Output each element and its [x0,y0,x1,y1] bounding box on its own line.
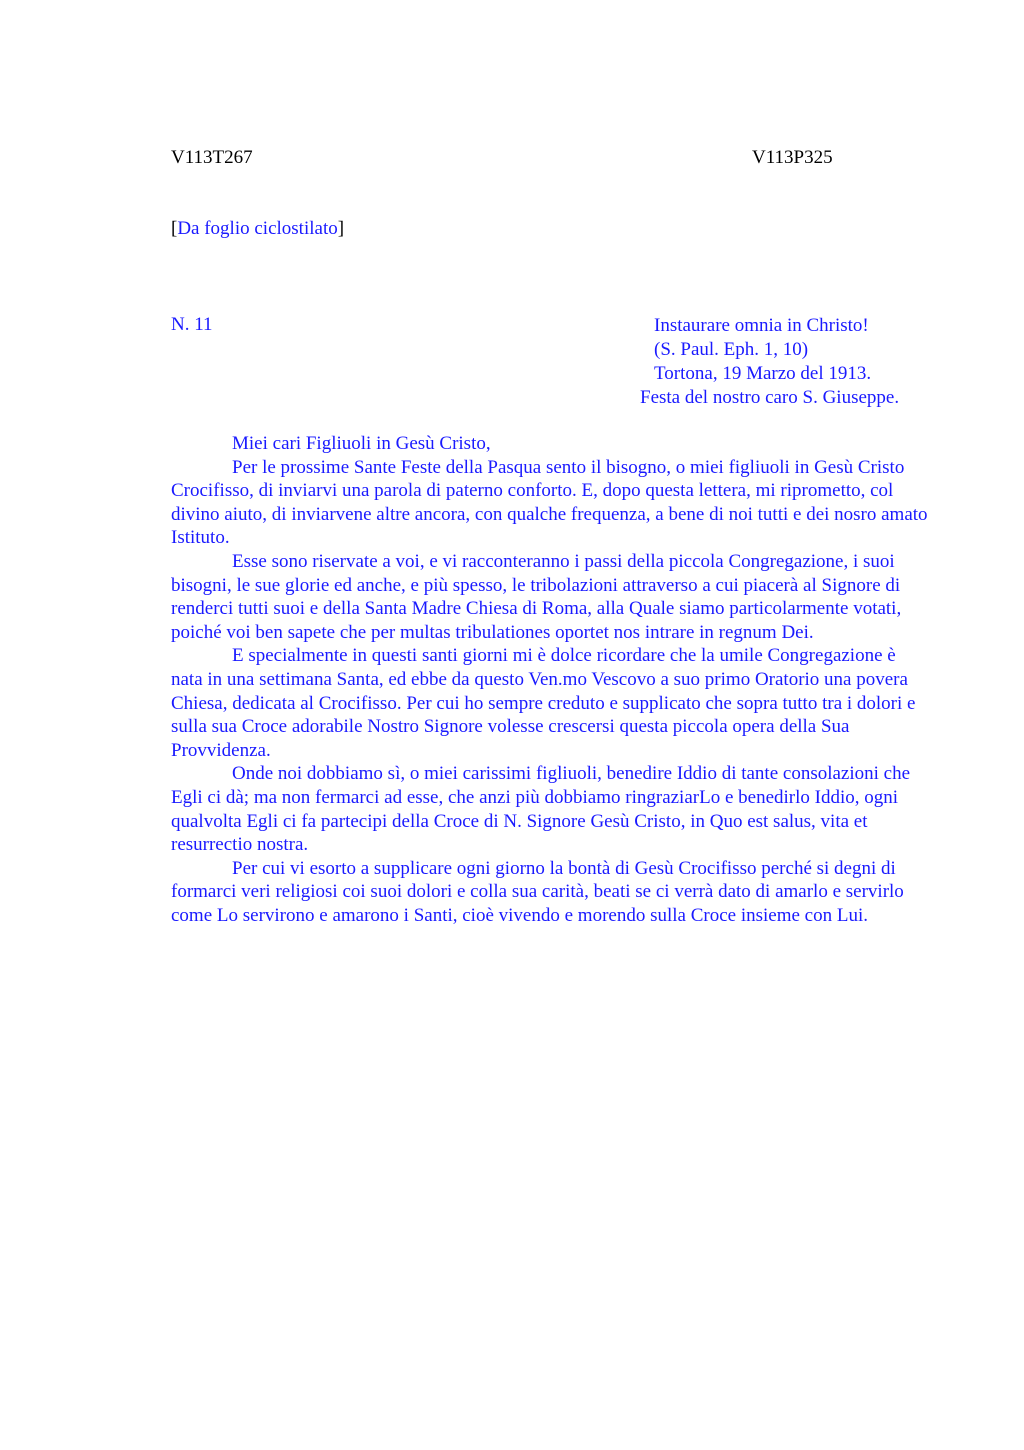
source-note-open-bracket: [ [171,218,178,239]
letter-number: N. 11 [171,314,213,335]
document-code-left: V113T267 [171,147,253,168]
source-note-text: Da foglio ciclostilato [177,218,338,239]
salutation: Miei cari Figliuoli in Gesù Cristo, [232,433,491,454]
motto-citation: (S. Paul. Eph. 1, 10) [654,339,809,360]
paragraph: Per cui vi esorto a supplicare ogni giorno la bontà di Gesù Crocifisso perché si degni di formarci veri religiosi coi suoi dolori e colla sua carità, beati se ci verrà dato di amarlo e servirlo come Lo servirono e amarono i Santi, cioè vivendo e morendo sulla Croce insieme con Lui. [171,857,904,926]
letter-heading-block [640,314,940,410]
feast-line: Festa del nostro caro S. Giuseppe. [640,387,900,408]
source-note [171,218,344,240]
letter-body [171,432,931,927]
motto: Instaurare omnia in Christo! [654,315,869,336]
paragraph: Per le prossime Sante Feste della Pasqua sento il bisogno, o miei figliuoli in Gesù Cristo Crocifisso, di inviarvi una parola di paterno conforto. E, dopo questa lettera, mi riprometto, col divino aiuto, di inviarvene altre ancora, con qualche frequenza, a bene di noi tutti e dei nosro amato Istituto. [171,456,928,549]
document-code-right: V113P325 [752,147,833,168]
place-date: Tortona, 19 Marzo del 1913. [654,363,872,384]
source-note-close-bracket: ] [337,218,345,239]
paragraph: E specialmente in questi santi giorni mi è dolce ricordare che la umile Congregazione è nata in una settimana Santa, ed ebbe da questo Ven.mo Vescovo a suo primo Oratorio una povera Chiesa, dedicata al Crocifisso. Per cui ho sempre creduto e supplicato che sopra tutto tra i dolori e sulla sua Croce adorabile Nostro Signore volesse crescersi questa piccola opera della Sua Provvidenza. [171,645,916,761]
paragraph: Esse sono riservate a voi, e vi racconteranno i passi della piccola Congregazione, i suoi bisogni, le sue glorie ed anche, e più spesso, le tribolazioni attraverso a cui piacerà al Signore di renderci tutti suoi e della Santa Madre Chiesa di Roma, alla Quale siamo particolarmente votati, poiché voi ben sapete che per multas tribulationes oportet nos intrare in regnum Dei. [171,550,902,643]
paragraph: Onde noi dobbiamo sì, o miei carissimi figliuoli, benedire Iddio di tante consolazioni che Egli ci dà; ma non fermarci ad esse, che anzi più dobbiamo ringraziarLo e benedirlo Iddio, ogni qualvolta Egli ci fa partecipi della Croce di N. Signore Gesù Cristo, in Quo est salus, vita et resurrectio nostra. [171,763,911,856]
